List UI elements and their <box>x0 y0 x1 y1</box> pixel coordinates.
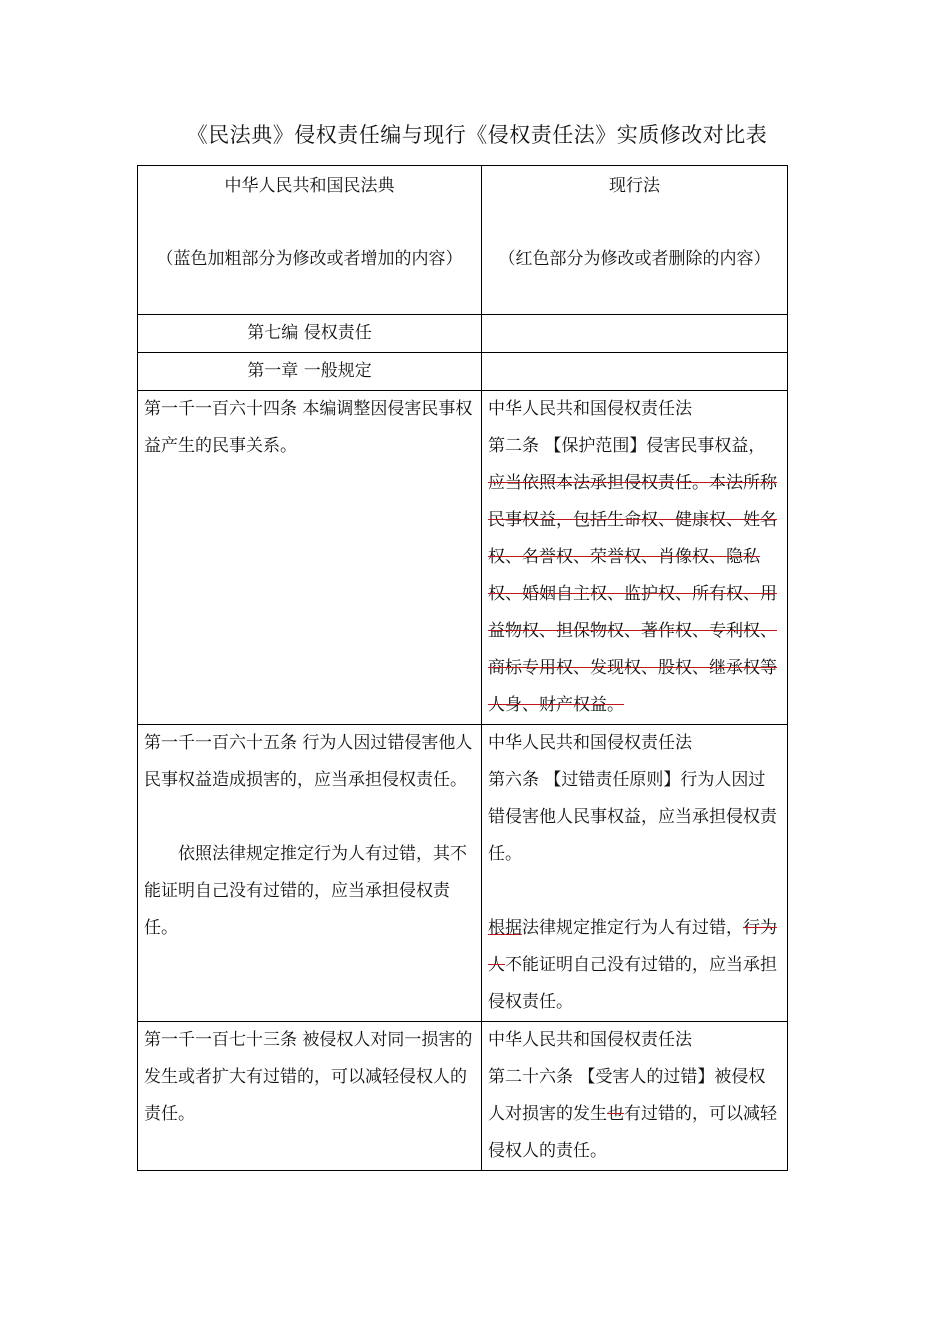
article-6-kept-text-1: 法律规定推定行为人有过错， <box>522 918 743 938</box>
table-row <box>138 391 788 725</box>
table-row <box>138 725 788 1022</box>
tort-law-name: 中华人民共和国侵权责任法 <box>488 733 692 753</box>
header-current-law-title: 现行法 <box>609 176 660 196</box>
comparison-table <box>137 165 788 1171</box>
article-26-deleted-text: 也 <box>607 1104 624 1124</box>
article-26-text <box>488 1059 781 1170</box>
article-1164-text: 第一千一百六十四条 本编调整因侵害民事权益产生的民事关系。 <box>144 399 473 456</box>
header-cell-civil-code <box>138 166 482 315</box>
article-2-cell <box>482 391 788 725</box>
part-row <box>138 315 788 353</box>
tort-law-name: 中华人民共和国侵权责任法 <box>488 1030 692 1050</box>
article-6-cell <box>482 725 788 1022</box>
header-civil-code-note: （蓝色加粗部分为修改或者增加的内容） <box>156 249 463 269</box>
article-1173-cell <box>138 1022 482 1171</box>
part-heading: 第七编 侵权责任 <box>138 315 482 353</box>
table-row <box>138 1022 788 1171</box>
part-empty-cell <box>482 315 788 353</box>
header-civil-code-title: 中华人民共和国民法典 <box>224 176 395 196</box>
article-6-kept-text-2: 不能证明自己没有过错的，应当承担侵权责任。 <box>488 955 777 1012</box>
chapter-empty-cell <box>482 353 788 391</box>
article-1173-text: 第一千一百七十三条 被侵权人对同一损害的发生或者扩大有过错的，可以减轻侵权人的责任。 <box>144 1030 473 1124</box>
article-1165-paragraph-1: 第一千一百六十五条 行为人因过错侵害他人民事权益造成损害的，应当承担侵权责任。 <box>144 733 473 790</box>
article-1164-cell <box>138 391 482 725</box>
article-6-paragraph-2 <box>488 910 781 1021</box>
article-6-paragraph-1: 第六条 【过错责任原则】行为人因过错侵害他人民事权益，应当承担侵权责任。 <box>488 770 777 864</box>
article-1165-paragraph-2: 依照法律规定推定行为人有过错，其不能证明自己没有过错的，应当承担侵权责任。 <box>144 844 467 938</box>
article-26-kept-text-1: 第二十六条 【受害人的过错】被侵权人对损害的发生 <box>488 1067 766 1124</box>
article-26-kept-text-2: 有过错的，可以减轻侵权人的责任。 <box>488 1104 777 1161</box>
chapter-heading: 第一章 一般规定 <box>138 353 482 391</box>
table-header-row <box>138 166 788 315</box>
article-2-kept-text: 第二条 【保护范围】侵害民事权益， <box>488 436 766 456</box>
article-2-deleted-text: 应当依照本法承担侵权责任。本法所称民事权益，包括生命权、健康权、姓名权、名誉权、荣誉权、肖像权、隐私权、婚姻自主权、监护权、所有权、用益物权、担保物权、著作权、专利权、商标专用权、发现权、股权、继承权等人身、财产权益。 <box>488 473 777 715</box>
header-cell-current-law <box>482 166 788 315</box>
chapter-row <box>138 353 788 391</box>
tort-law-name: 中华人民共和国侵权责任法 <box>488 399 692 419</box>
article-26-cell <box>482 1022 788 1171</box>
header-current-law-note: （红色部分为修改或者删除的内容） <box>498 249 771 269</box>
article-6-changed-text-1: 根据 <box>488 918 522 938</box>
article-1165-cell <box>138 725 482 1022</box>
article-2-text <box>488 428 781 724</box>
article-6-deleted-text: 行为人 <box>488 918 777 975</box>
document-title: 《民法典》侵权责任编与现行《侵权责任法》实质修改对比表 <box>186 123 768 147</box>
